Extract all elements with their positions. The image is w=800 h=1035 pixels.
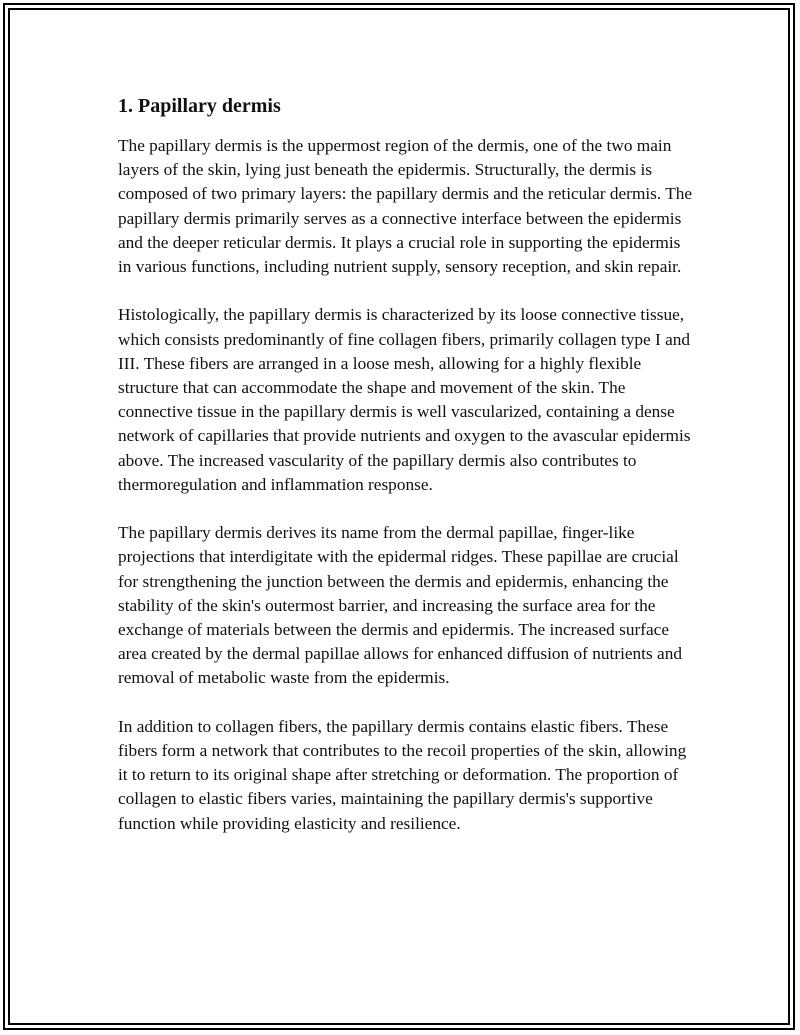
paragraph-dermal-papillae: The papillary dermis derives its name from the dermal papillae, finger-like projections that interdigitate with the epidermal ridges. These papillae are crucial for strengthening the junction between the dermis and epidermis, enhancing the stability of the skin's outermost barrier, and increasing the surface area for the exchange of materials between the dermis and epidermis. The increased surface area created by the dermal papillae allows for enhanced diffusion of nutrients and removal of metabolic waste from the epidermis. bbox=[118, 523, 682, 688]
section-heading: 1. Papillary dermis bbox=[118, 95, 281, 117]
paragraph-overview: The papillary dermis is the uppermost region of the dermis, one of the two main layers of the skin, lying just beneath the epidermis. Structurally, the dermis is composed of two primary layers: the papillary dermis and the reticular dermis. The papillary dermis primarily serves as a connective interface between the epidermis and the deeper reticular dermis. It plays a crucial role in supporting the epidermis in various functions, including nutrient supply, sensory reception, and skin repair. bbox=[118, 136, 693, 277]
paragraph-elastic-fibers: In addition to collagen fibers, the papillary dermis contains elastic fibers. These fibers form a network that contributes to the recoil properties of the skin, allowing it to return to its original shape after stretching or deformation. The proportion of collagen to elastic fibers varies, maintaining the papillary dermis's supportive function while providing elasticity and resilience. bbox=[118, 716, 687, 833]
document-body bbox=[118, 92, 693, 860]
paragraph-histology: Histologically, the papillary dermis is characterized by its loose connective tissue, which consists predominantly of fine collagen fibers, primarily collagen type I and III. These fibers are arranged in a loose mesh, allowing for a highly flexible structure that can accommodate the shape and movement of the skin. The connective tissue in the papillary dermis is well vascularized, containing a dense network of capillaries that provide nutrients and oxygen to the avascular epidermis above. The increased vascularity of the papillary dermis also contributes to thermoregulation and inflammation response. bbox=[118, 305, 691, 494]
